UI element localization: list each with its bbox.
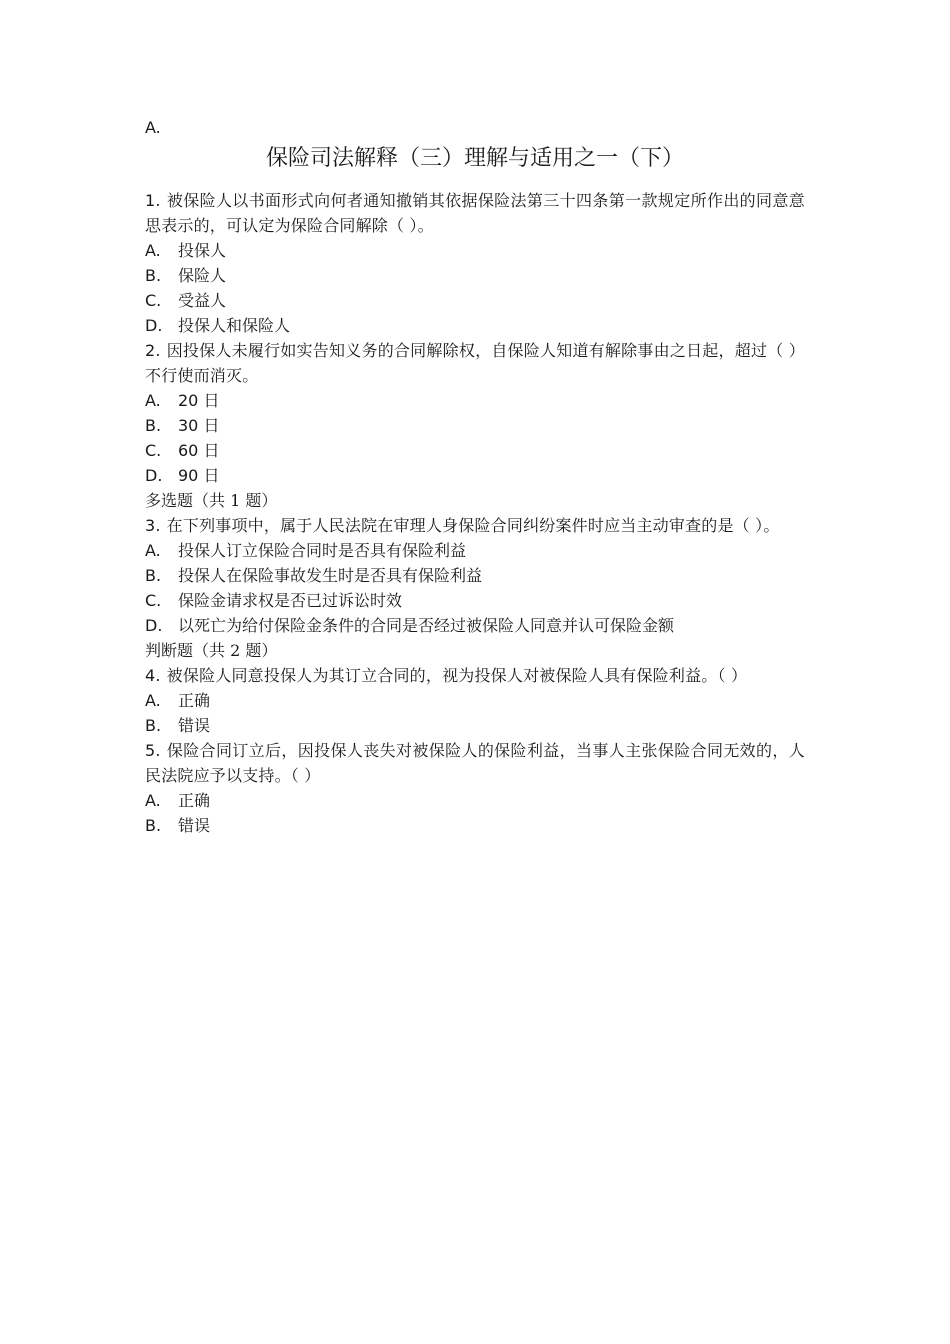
question-number: 5. (145, 741, 161, 760)
option-text: 受益人 (178, 291, 227, 310)
top-option-letter: A. (145, 118, 161, 137)
answer-option (145, 463, 805, 488)
option-text: 投保人在保险事故发生时是否具有保险利益 (178, 566, 483, 585)
answer-option (145, 688, 805, 713)
question-text (145, 188, 805, 238)
option-text: 投保人 (178, 241, 227, 260)
option-text: 投保人订立保险合同时是否具有保险利益 (178, 541, 467, 560)
option-letter: B. (145, 716, 162, 735)
question-number: 3. (145, 516, 161, 535)
question-text (145, 513, 805, 538)
section-heading: 多选题（共 1 题） (145, 491, 278, 510)
answer-option (145, 713, 805, 738)
question-number: 4. (145, 666, 161, 685)
option-text: 60 日 (178, 441, 220, 460)
option-text: 90 日 (178, 466, 220, 485)
option-text: 错误 (178, 716, 211, 735)
answer-option (145, 613, 805, 638)
answer-option (145, 788, 805, 813)
page-title: 保险司法解释（三）理解与适用之一（下） (265, 146, 684, 171)
question-body: 在下列事项中，属于人民法院在审理人身保险合同纠纷案件时应当主动审查的是（ ）。 (166, 516, 780, 535)
option-letter: A. (145, 391, 161, 410)
option-text: 30 日 (178, 416, 220, 435)
option-letter: C. (145, 441, 162, 460)
option-letter: D. (145, 316, 163, 335)
option-letter: A. (145, 691, 161, 710)
question-text (145, 338, 805, 388)
option-letter: A. (145, 791, 161, 810)
answer-option (145, 288, 805, 313)
question-number: 1. (145, 191, 161, 210)
answer-option (145, 813, 805, 838)
option-text: 保险金请求权是否已过诉讼时效 (178, 591, 403, 610)
option-letter: C. (145, 291, 162, 310)
question-list (145, 188, 805, 838)
option-text: 20 日 (178, 391, 220, 410)
option-letter: D. (145, 616, 163, 635)
option-letter: B. (145, 566, 162, 585)
option-letter: B. (145, 416, 162, 435)
answer-option (145, 538, 805, 563)
option-text: 正确 (178, 791, 211, 810)
option-letter: A. (145, 241, 161, 260)
answer-option (145, 313, 805, 338)
answer-option (145, 238, 805, 263)
question-text (145, 663, 805, 688)
option-letter: C. (145, 591, 162, 610)
option-text: 保险人 (178, 266, 227, 285)
option-text: 以死亡为给付保险金条件的合同是否经过被保险人同意并认可保险金额 (178, 616, 675, 635)
question-number: 2. (145, 341, 161, 360)
answer-option (145, 588, 805, 613)
option-letter: B. (145, 816, 162, 835)
option-text: 正确 (178, 691, 211, 710)
answer-option (145, 388, 805, 413)
answer-option (145, 413, 805, 438)
question-body: 因投保人未履行如实告知义务的合同解除权，自保险人知道有解除事由之日起，超过（ ）不行使而消灭。 (145, 341, 805, 385)
answer-option (145, 263, 805, 288)
question-body: 被保险人同意投保人为其订立合同的，视为投保人对被保险人具有保险利益。（ ） (166, 666, 748, 685)
answer-option (145, 438, 805, 463)
option-letter: A. (145, 541, 161, 560)
question-body: 被保险人以书面形式向何者通知撤销其依据保险法第三十四条第一款规定所作出的同意意思表示的，可认定为保险合同解除（ ）。 (145, 191, 805, 235)
question-body: 保险合同订立后，因投保人丧失对被保险人的保险利益，当事人主张保险合同无效的，人民法院应予以支持。（ ） (145, 741, 805, 785)
question-text (145, 738, 805, 788)
option-text: 投保人和保险人 (178, 316, 291, 335)
option-letter: B. (145, 266, 162, 285)
option-text: 错误 (178, 816, 211, 835)
answer-option (145, 563, 805, 588)
option-letter: D. (145, 466, 163, 485)
section-heading: 判断题（共 2 题） (145, 641, 278, 660)
